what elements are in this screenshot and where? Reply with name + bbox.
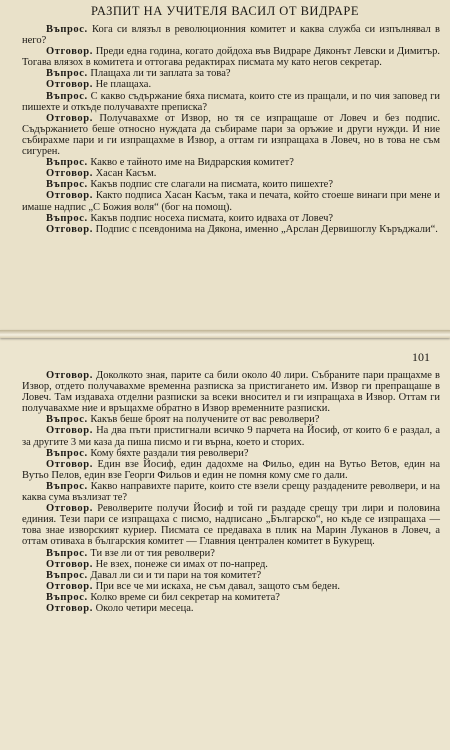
speaker-label: Отговор. bbox=[46, 370, 93, 381]
dialogue-paragraph bbox=[22, 79, 440, 90]
page-number: 101 bbox=[412, 350, 430, 364]
running-title: РАЗПИТ НА УЧИТЕЛЯ ВАСИЛ ОТ ВИДРАРЕ bbox=[91, 4, 359, 18]
dialogue-paragraph bbox=[22, 46, 440, 68]
speaker-label: Отговор. bbox=[46, 223, 93, 235]
speaker-label: Въпрос. bbox=[46, 212, 88, 224]
dialogue-paragraph bbox=[22, 157, 440, 168]
dialogue-paragraph bbox=[22, 592, 440, 603]
paragraph-text: Хасан Касъм. bbox=[92, 168, 157, 180]
speaker-label: Въпрос. bbox=[46, 90, 88, 102]
speaker-label: Отговор. bbox=[46, 558, 93, 570]
speaker-label: Отговор. bbox=[46, 112, 93, 124]
paragraph-text: Плащаха ли ти заплата за това? bbox=[87, 68, 231, 80]
dialogue-paragraph bbox=[22, 425, 440, 447]
speaker-label: Въпрос. bbox=[46, 591, 88, 603]
dialogue-paragraph bbox=[22, 68, 440, 79]
dialogue-paragraph bbox=[22, 190, 440, 212]
dialogue-paragraph bbox=[22, 168, 440, 179]
paragraph-text: Преди една година, когато дойдоха във Видраре Дяконът Левски и Димитър. Тогава влязох в комитета и оттогава редактирах писмата му като негов секретар. bbox=[22, 46, 440, 69]
speaker-label: Въпрос. bbox=[46, 157, 88, 169]
dialogue-paragraph bbox=[22, 459, 440, 481]
paragraph-text: Какъв подпис носеха писмата, които идваха от Ловеч? bbox=[87, 212, 334, 224]
speaker-label: Въпрос. bbox=[46, 480, 88, 492]
paragraph-text: Около четири месеца. bbox=[92, 602, 194, 614]
paragraph-text: Не взех, понеже си имах от по-напред. bbox=[92, 558, 268, 570]
top-body-text bbox=[22, 24, 440, 235]
paragraph-text: Кому бяхте раздали тия револвери? bbox=[87, 447, 249, 459]
paragraph-text: Ти взе ли от тия револвери? bbox=[87, 547, 215, 559]
paragraph-text: На два пъти пристигнали всичко 9 парчета на Йосиф, от които 6 е раздал, а за другите 3 ми каза да пиша писмо и ги върна, което и сторих. bbox=[22, 425, 440, 448]
lower-page-scan bbox=[0, 334, 450, 750]
speaker-label: Отговор. bbox=[46, 46, 93, 58]
paragraph-text: Давал ли си и ти пари на тоя комитет? bbox=[87, 569, 262, 581]
paragraph-text: Какъв беше броят на получените от вас револвери? bbox=[87, 414, 320, 426]
bottom-body-text bbox=[22, 370, 440, 614]
speaker-label: Отговор. bbox=[46, 79, 93, 91]
dialogue-paragraph bbox=[22, 414, 440, 425]
dialogue-paragraph bbox=[22, 503, 440, 547]
paragraph-text: С какво съдържание бяха писмата, които сте из пращали, и по чия заповед ги пишехте и откъде получавахте преписка? bbox=[22, 90, 440, 113]
paragraph-text: Доколкото зная, парите са били около 40 лири. Събраните пари пращахме в Извор, отдето получавахме временна разписка за пристигането им. Извор ги препращаше в Ловеч. Там издаваха отделни разписки за всеки вносител и ги изпращаха в Извор. Оттам ги получавахме ние и връщахме обратно в Извор временните разписки. bbox=[22, 370, 440, 415]
dialogue-paragraph bbox=[22, 91, 440, 113]
paragraph-text: Не плащаха. bbox=[92, 79, 152, 91]
paragraph-text: Подпис с псевдонима на Дякона, именно „Арслан Дервишоглу Къръджали“. bbox=[92, 223, 438, 235]
paragraph-text: Какво направихте парите, които сте взели срещу раздадените револвери, и на каква сума възлизат те? bbox=[22, 480, 440, 504]
dialogue-paragraph bbox=[22, 603, 440, 614]
speaker-label: Отговор. bbox=[46, 168, 93, 180]
speaker-label: Отговор. bbox=[46, 425, 93, 437]
page-fold-divider bbox=[0, 330, 450, 338]
paragraph-text: Колко време си бил секретар на комитета? bbox=[87, 591, 280, 603]
speaker-label: Въпрос. bbox=[46, 547, 88, 559]
speaker-label: Отговор. bbox=[46, 458, 93, 470]
paragraph-text: Револверите получи Йосиф и той ги раздаде срещу три лири и половина единия. Тези пари се изпращаха с писмо, надписано „Българско“, но къде се изпращаха — това знае изворският куриер. Писмата се предаваха в плик на Марин Луканов в Ловеч, а оттам отиваха в българския комитет — Главния централен комитет в Букурещ. bbox=[22, 503, 440, 548]
speaker-label: Отговор. bbox=[46, 580, 93, 592]
speaker-label: Отговор. bbox=[46, 602, 93, 614]
paragraph-text: Получавахме от Извор, но тя се изпращаше от Ловеч и без подпис. Съдържанието беше относно нуждата да събираме пари за оръжие и други нужди. И ние събирахме пари и ги изпращахме в Извор, а оттам ги изпращаха в Ловеч, но в това не съм сигурен. bbox=[22, 112, 440, 158]
upper-page-scan bbox=[0, 0, 450, 334]
paragraph-text: Кога си влязъл в революционния комитет и каква служба си изпълнявал в него? bbox=[22, 24, 440, 47]
speaker-label: Въпрос. bbox=[46, 68, 88, 80]
speaker-label: Въпрос. bbox=[46, 569, 88, 581]
dialogue-paragraph bbox=[22, 548, 440, 559]
dialogue-paragraph bbox=[22, 179, 440, 190]
speaker-label: Въпрос. bbox=[46, 447, 88, 459]
dialogue-paragraph bbox=[22, 559, 440, 570]
dialogue-paragraph bbox=[22, 24, 440, 46]
speaker-label: Отговор. bbox=[46, 190, 93, 202]
speaker-label: Отговор. bbox=[46, 503, 93, 515]
dialogue-paragraph bbox=[22, 448, 440, 459]
dialogue-paragraph bbox=[22, 224, 440, 235]
speaker-label: Въпрос. bbox=[46, 24, 88, 35]
dialogue-paragraph bbox=[22, 570, 440, 581]
paragraph-text: Както подписа Хасан Касъм, така и печата, който стоеше винаги при мене и имаше надпис „С Божия воля“ (бог на помощ). bbox=[22, 190, 440, 213]
paragraph-text: При все че ми искаха, не съм давал, защото съм беден. bbox=[92, 580, 340, 592]
dialogue-paragraph bbox=[22, 370, 440, 414]
speaker-label: Въпрос. bbox=[46, 179, 88, 191]
dialogue-paragraph bbox=[22, 481, 440, 503]
dialogue-paragraph bbox=[22, 213, 440, 224]
dialogue-paragraph bbox=[22, 581, 440, 592]
speaker-label: Въпрос. bbox=[46, 414, 88, 426]
paragraph-text: Какво е тайното име на Видрарския комитет? bbox=[87, 157, 294, 169]
paragraph-text: Един взе Йосиф, един дадохме на Фильо, един на Вутьо Ветов, един на Вутьо Пелов, един взе Георги Фильов и един не помня кому сме го дали. bbox=[22, 458, 440, 481]
dialogue-paragraph bbox=[22, 113, 440, 157]
paragraph-text: Какъв подпис сте слагали на писмата, които пишехте? bbox=[87, 179, 333, 191]
